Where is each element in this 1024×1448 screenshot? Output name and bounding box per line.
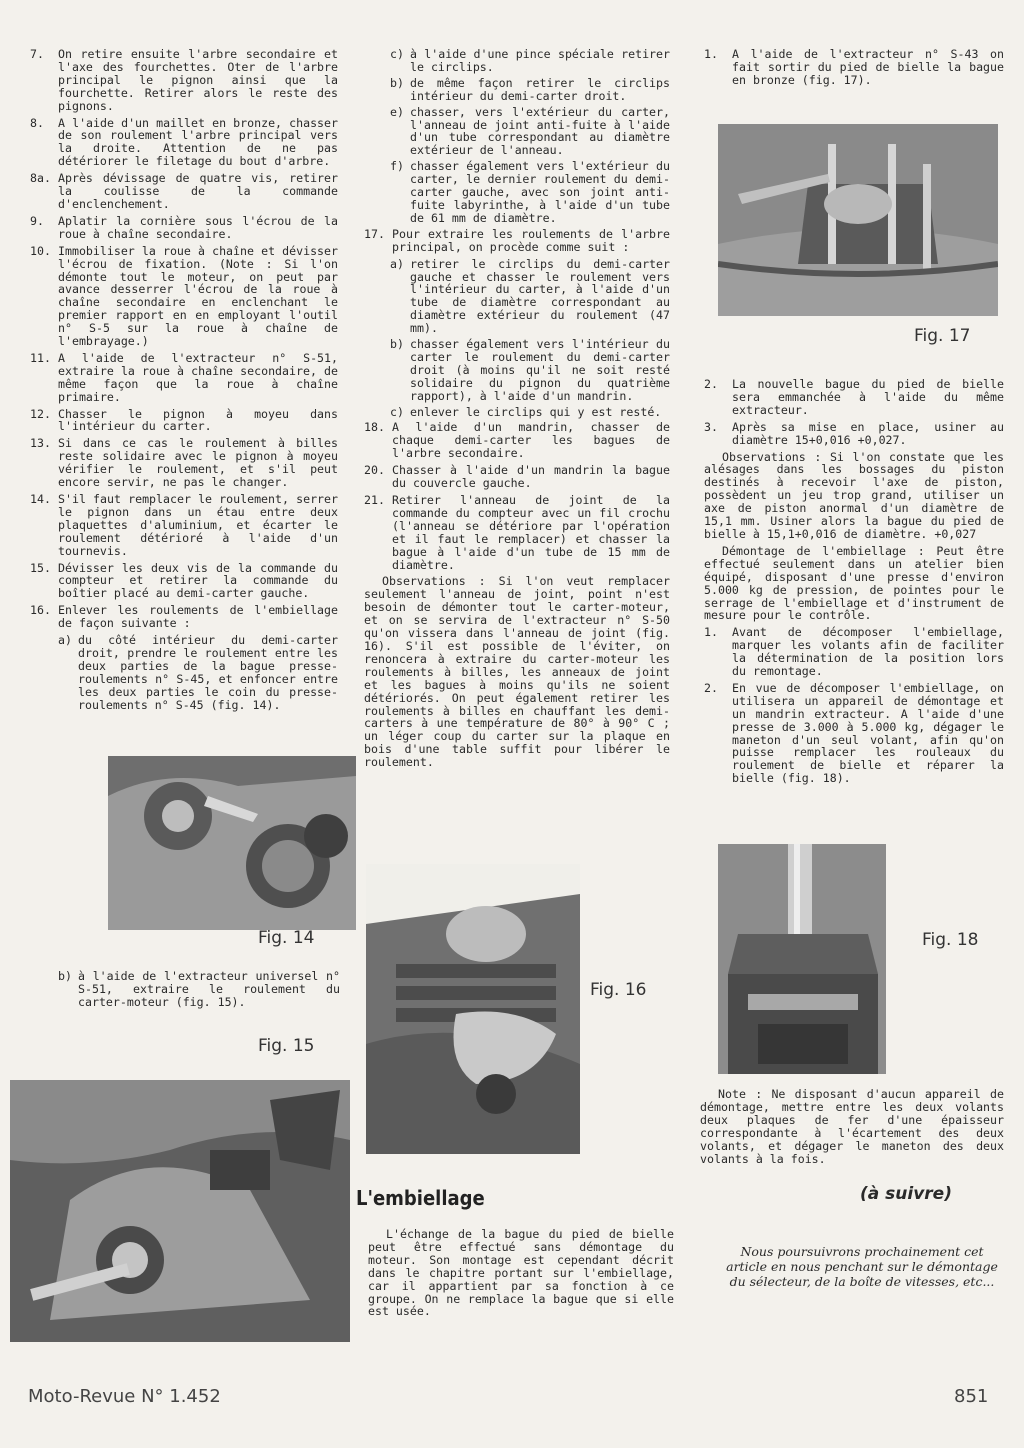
list-item: 20. Chasser à l'aide d'un mandrin la bague du couvercle gauche.: [364, 463, 670, 491]
sub-item: a) retirer le circlips du demi-carter gauche et chasser le roulement vers l'intérieur du carter, à l'aide d'un tube de diamètre correspondant au diamètre extérieur du roulement (47 mm).: [390, 256, 670, 336]
sub-item: b) chasser également vers l'intérieur du carter le roulement du demi-carter droit (à moins qu'il ne soit resté solidaire du pignon du quatrième rapport), à l'aide d'un mandrin.: [390, 337, 670, 403]
figure-17-image: [718, 124, 998, 316]
section-heading: L'embiellage: [356, 1186, 485, 1210]
closing-note: Nous poursuivrons prochainement cet article en nous penchant sur le démontage du sélecteur, de la boîte de vitesses, etc...: [726, 1244, 998, 1289]
list-item: 1. Avant de décomposer l'embiellage, marquer les volants afin de faciliter la détermination de la position lors du remontage.: [704, 625, 1004, 679]
list-item: 17. Pour extraire les roulements de l'arbre principal, on procède comme suit :: [364, 226, 670, 254]
list-item: 14. S'il faut remplacer le roulement, serrer le pignon dans un étau entre deux plaquettes d'aluminium, et écarter le roulement détérioré à l'aide d'un tournevis.: [30, 492, 338, 558]
demontage-paragraph: Démontage de l'embiellage : Peut être effectué seulement dans un atelier bien équipé, disposant d'une presse d'environ 5.000 kg de pression, de pointes pour le serrage de l'embiellage et d'instrument de mesure pour le contrôle.: [704, 543, 1004, 623]
list-item: 12. Chasser le pignon à moyeu dans l'intérieur du carter.: [30, 406, 338, 434]
a-suivre: (à suivre): [860, 1184, 952, 1204]
sub-item: b) à l'aide de l'extracteur universel n° S-51, extraire le roulement du carter-moteur (fig. 15).: [58, 969, 340, 1009]
list-item: 8a. Après dévissage de quatre vis, retirer la coulisse de la commande d'enclenchement.: [30, 171, 338, 211]
figure-16-image: [366, 864, 580, 1154]
list-item: 7. On retire ensuite l'arbre secondaire et l'axe des fourchettes. Oter de l'arbre principal le pignon ainsi que la fourchette. Retirer alors le reste des pignons.: [30, 47, 338, 113]
list-item: 2. La nouvelle bague du pied de bielle sera emmanchée à l'aide du même extracteur.: [704, 377, 1004, 417]
list-item: 2. En vue de décomposer l'embiellage, on utilisera un appareil de démontage et un mandrin extracteur. A l'aide d'une presse de 3.000 à 5.000 kg, dégager le maneton d'un seul volant, afin qu'on puisse remplacer les rouleaux du roulement de bielle et réparer la bielle (fig. 18).: [704, 680, 1004, 786]
figure-15-image: [10, 1080, 350, 1342]
list-item: 8. A l'aide d'un maillet en bronze, chasser de son roulement l'arbre principal vers la droite. Attention de ne pas détériorer le filetage du bout d'arbre.: [30, 115, 338, 169]
list-item: 3. Après sa mise en place, usiner au diamètre 15+0,016 +0,027.: [704, 419, 1004, 447]
figure-14-image: [108, 756, 356, 930]
list-item: 21. Retirer l'anneau de joint de la commande du compteur avec un fil crochu (l'anneau se détériore par l'opération et il faut le remplacer) et chasser la bague à l'aide d'un tube de 15 mm de diamètre.: [364, 493, 670, 572]
figure-15-caption: Fig. 15: [258, 1036, 315, 1056]
sub-item: f) chasser également vers l'extérieur du carter, le dernier roulement du demi-carter gauche, avec son joint anti-fuite labyrinthe, à l'aide d'un tube de 61 mm de diamètre.: [390, 159, 670, 225]
column-3-main: [704, 378, 1004, 789]
figure-14-caption: Fig. 14: [258, 928, 315, 948]
footer-magazine: Moto-Revue N° 1.452: [28, 1386, 221, 1407]
column-3-top: [704, 48, 1004, 91]
sub-item: a) du côté intérieur du demi-carter droit, prendre le roulement entre les deux parties de la bague presse-roulements n° S-45, et enfoncer entre les deux parties le coin du presse-roulements n° S-45 (fig. 14).: [58, 633, 338, 712]
observations-paragraph: Observations : Si l'on constate que les alésages dans les bossages du piston destinés à recevoir l'axe de piston, possèdent un jeu trop grand, utiliser un axe de piston anormal d'un diamètre de 15,1 mm. Usiner alors la bague du pied de bielle à 15,1+0,016 de diamètre. +0,027: [704, 449, 1004, 541]
list-item: 15. Dévisser les deux vis de la commande du compteur et retirer la commande du boîtier placé au demi-carter gauche.: [30, 560, 338, 601]
list-item: 1. A l'aide de l'extracteur n° S-43 on fait sortir du pied de bielle la bague en bronze (fig. 17).: [704, 47, 1004, 87]
note-paragraph: Note : Ne disposant d'aucun appareil de démontage, mettre entre les deux volants deux plaques de fer d'une épaisseur correspondante à l'écartement des deux volants, et dégager le maneton des deux volants à la fois.: [700, 1087, 1004, 1166]
figure-18-image: [718, 844, 886, 1074]
list-item: 11. A l'aide de l'extracteur n° S-51, extraire la roue à chaîne secondaire, de même façon que la roue à chaîne primaire.: [30, 350, 338, 404]
sub-item-16b: [58, 970, 340, 1012]
list-item: 10. Immobiliser la roue à chaîne et dévisser l'écrou de fixation. (Note : Si l'on démonte tout le moteur, on peut par avance desserrer l'écrou de la roue à chaîne secondaire en enclenchant le premier rapport en en employant l'outil n° S-5 sur la roue à chaîne de l'embrayage.): [30, 243, 338, 349]
figure-16-caption: Fig. 16: [590, 980, 647, 1000]
sub-item: c) à l'aide d'une pince spéciale retirer le circlips.: [390, 47, 670, 74]
list-item: 13. Si dans ce cas le roulement à billes reste solidaire avec le pignon à moyeu vérifier le roulement, et s'il peut encore servir, ne pas le changer.: [30, 436, 338, 490]
sub-item: e) chasser, vers l'extérieur du carter, l'anneau de joint anti-fuite à l'aide d'un tube correspondant au diamètre extérieur de l'anneau.: [390, 104, 670, 158]
observations-paragraph: Observations : Si l'on veut remplacer seulement l'anneau de joint, point n'est besoin de démonter tout le carter-moteur, et on se servira de l'extracteur n° S-50 qu'on vissera dans l'anneau de joint (fig. 16). S'il est possible de l'éviter, on renoncera à extraire du carter-moteur les roulements à billes, les anneaux de joint et les bagues à moins qu'ils ne soient détériorés. On peut également retirer les roulements à billes en chauffant les demi-carters à une température de 80° à 90° C ; un léger coup du carter sur la plaque en bois d'une table suffit pour libérer le roulement.: [364, 574, 670, 770]
list-item: 9. Aplatir la cornière sous l'écrou de la roue à chaîne secondaire.: [30, 213, 338, 241]
column-2: [364, 48, 670, 773]
sub-item: c) enlever le circlips qui y est resté.: [390, 404, 662, 419]
list-item: 16. Enlever les roulements de l'embiellage de façon suivante :: [30, 603, 338, 631]
figure-18-caption: Fig. 18: [922, 930, 979, 950]
column-1: [30, 48, 338, 715]
sub-item: b) de même façon retirer le circlips intérieur du demi-carter droit.: [390, 75, 670, 103]
embiellage-paragraph: L'échange de la bague du pied de bielle peut être effectué sans démontage du moteur. Son montage est cependant décrit dans le chapitre portant sur l'embiellage, car il appartient par sa fonction à ce groupe. On ne remplace la bague que si elle est usée.: [368, 1227, 674, 1319]
figure-17-caption: Fig. 17: [914, 326, 971, 346]
list-item: 18. A l'aide d'un mandrin, chasser de chaque demi-carter les bagues de l'arbre secondaire.: [364, 420, 670, 461]
footer-page-number: 851: [954, 1386, 989, 1407]
